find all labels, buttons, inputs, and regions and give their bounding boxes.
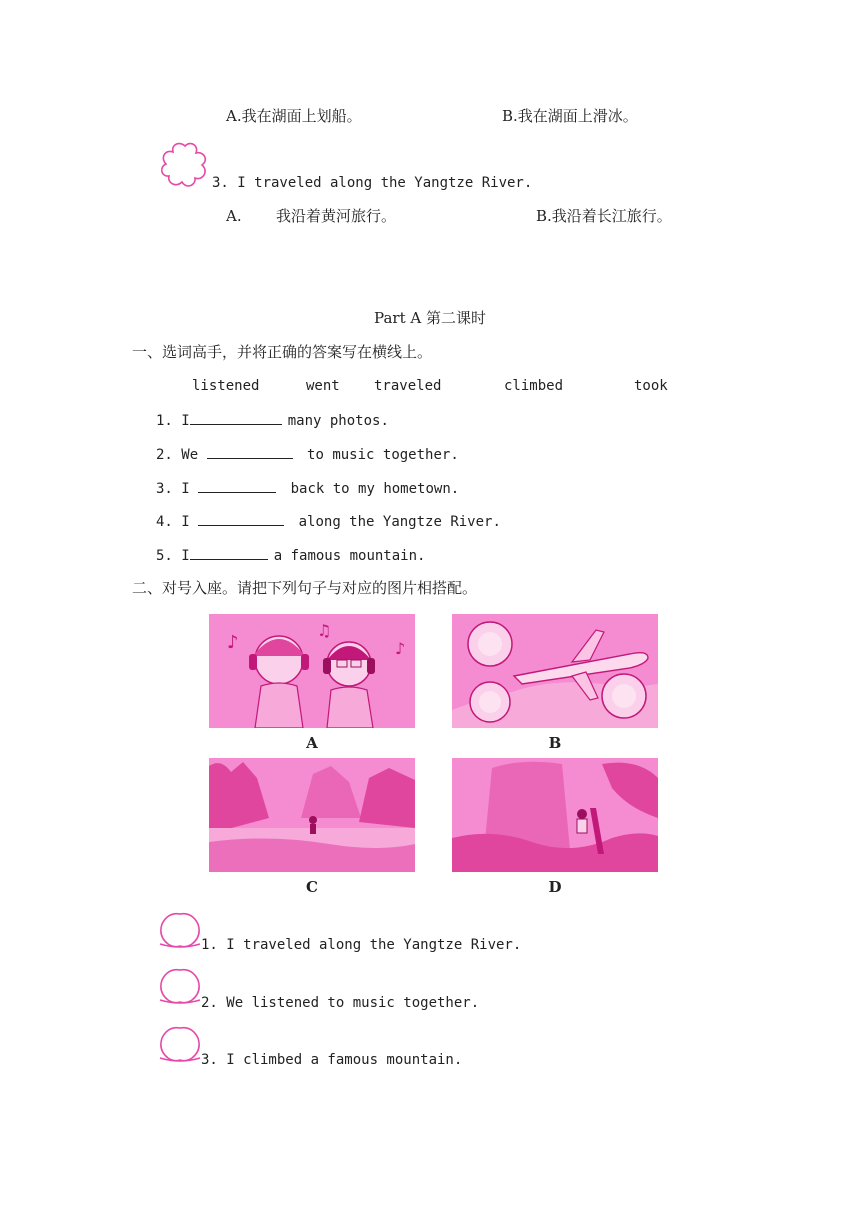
- item-subject: We: [181, 447, 199, 463]
- answer-blank[interactable]: [198, 511, 284, 526]
- fill-item-1: [156, 410, 389, 431]
- item-subject: I: [181, 413, 190, 429]
- section1-heading: 一、选词高手，并将正确的答案写在横线上。: [132, 343, 433, 361]
- picture-c: [209, 758, 415, 872]
- picture-d: [452, 758, 658, 872]
- word-bank-item: listened: [192, 378, 260, 394]
- peach-icon: [158, 966, 202, 1006]
- q3-text: 3. I traveled along the Yangtze River.: [212, 175, 533, 191]
- item-rest: to music together.: [307, 447, 459, 463]
- q2-option-b: B.我在湖面上滑冰。: [502, 107, 638, 125]
- item-subject: I: [181, 514, 190, 530]
- peach-icon: [158, 1024, 202, 1064]
- match-sentence: 2. We listened to music together.: [201, 995, 480, 1011]
- answer-blank[interactable]: [198, 478, 276, 493]
- peach-icon: [158, 910, 202, 950]
- answer-blank[interactable]: [190, 410, 282, 425]
- section2-heading: 二、对号入座。请把下列句子与对应的图片相搭配。: [132, 579, 478, 597]
- svg-text:♫: ♫: [317, 621, 332, 640]
- picture-b: [452, 614, 658, 728]
- item-number: 1.: [156, 413, 173, 429]
- match-sentence: 1. I traveled along the Yangtze River.: [201, 937, 522, 953]
- item-number: 3.: [156, 481, 173, 497]
- picture-label: C: [306, 878, 318, 896]
- picture-label: D: [548, 878, 562, 896]
- word-bank-item: climbed: [504, 378, 564, 394]
- q3-option-a-text: 我沿着黄河旅行。: [276, 207, 397, 225]
- answer-blank[interactable]: [207, 444, 293, 459]
- fill-item-3: [156, 478, 459, 499]
- flower-icon: [160, 140, 210, 188]
- picture-label: A: [306, 734, 318, 752]
- item-subject: I: [181, 481, 190, 497]
- item-number: 5.: [156, 548, 173, 564]
- answer-blank[interactable]: [190, 545, 268, 560]
- word-bank-item: took: [634, 378, 668, 394]
- svg-text:♪: ♪: [227, 632, 239, 653]
- word-bank-item: traveled: [374, 378, 442, 394]
- svg-text:♪: ♪: [395, 639, 406, 658]
- item-subject: I: [181, 548, 190, 564]
- word-bank-item: went: [306, 378, 340, 394]
- fill-item-5: [156, 545, 425, 566]
- q3-option-b: B.我沿着长江旅行。: [536, 207, 672, 225]
- q2-option-a: A.我在湖面上划船。: [226, 107, 362, 125]
- fill-item-4: [156, 511, 501, 532]
- match-sentence: 3. I climbed a famous mountain.: [201, 1052, 463, 1068]
- item-rest: many photos.: [287, 413, 389, 429]
- item-number: 4.: [156, 514, 173, 530]
- fill-item-2: [156, 444, 459, 465]
- picture-a: [209, 614, 415, 728]
- item-rest: back to my hometown.: [290, 481, 460, 497]
- q3-option-a-letter: A.: [226, 207, 242, 225]
- item-number: 2.: [156, 447, 173, 463]
- lesson-title: Part A 第二课时: [374, 309, 486, 327]
- item-rest: along the Yangtze River.: [298, 514, 501, 530]
- picture-label: B: [548, 734, 562, 752]
- item-rest: a famous mountain.: [273, 548, 426, 564]
